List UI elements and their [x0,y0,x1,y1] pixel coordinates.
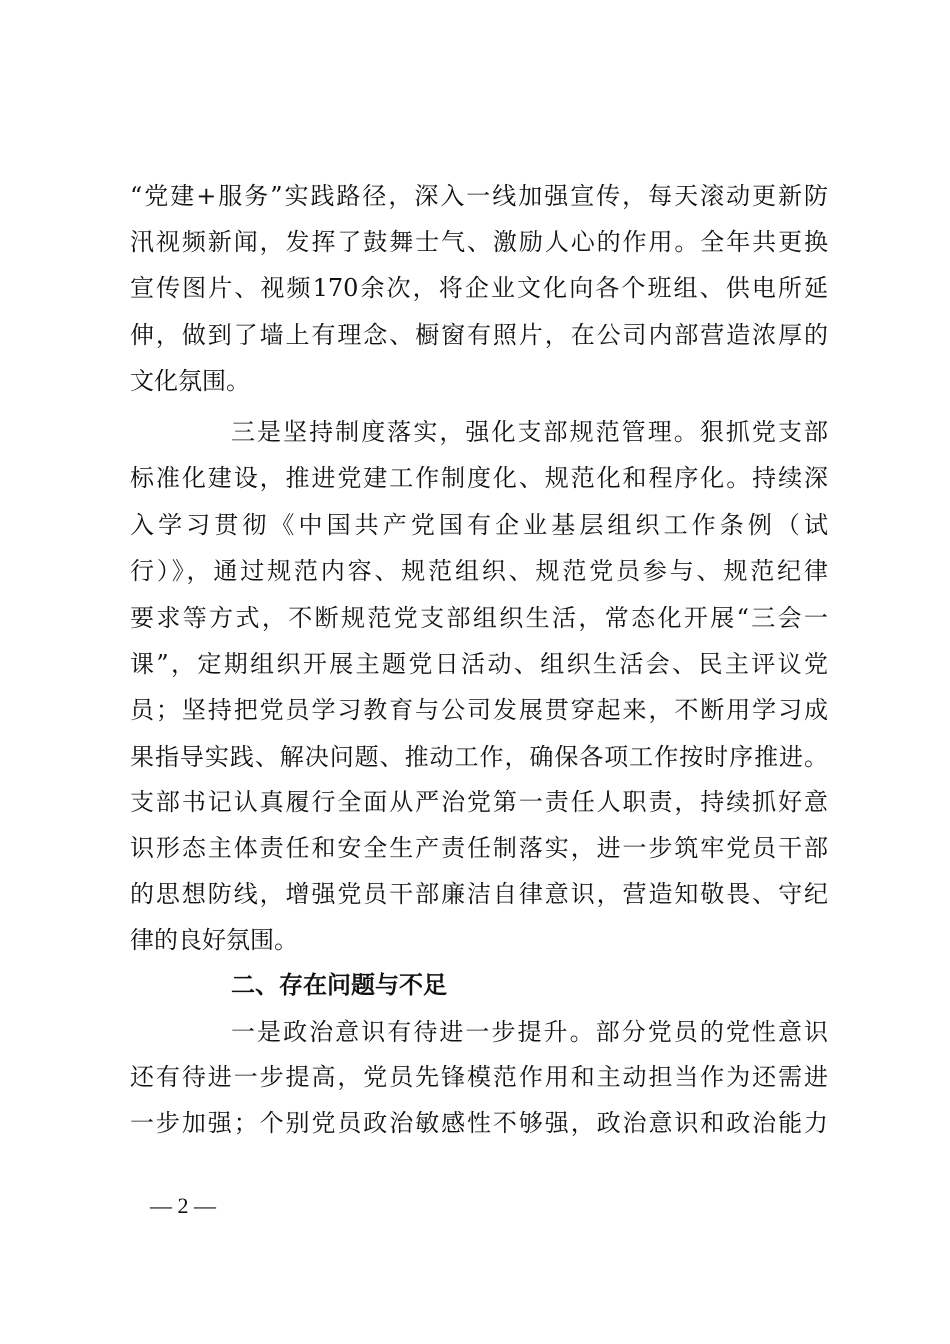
body-text-line: 伸，做到了墙上有理念、橱窗有照片，在公司内部营造浓厚的 [130,321,828,349]
body-text-line: 律的良好氛围。 [130,926,298,954]
body-text-line: 汛视频新闻，发挥了鼓舞士气、激励人心的作用。全年共更换 [130,228,828,256]
body-text-line: 宣传图片、视频170余次，将企业文化向各个班组、供电所延 [130,274,828,302]
body-text-line: 行）》，通过规范内容、规范组织、规范党员参与、规范纪律 [130,557,828,585]
body-text-line: 还有待进一步提高，党员先锋模范作用和主动担当作为还需进 [130,1063,828,1091]
body-text-line: 课”，定期组织开展主题党日活动、组织生活会、民主评议党 [130,650,828,678]
page-number: — 2 — [150,1193,216,1218]
paragraph-first-line: 一是政治意识有待进一步提升。部分党员的党性意识 [231,1018,828,1046]
body-text-line: 一步加强；个别党员政治敏感性不够强，政治意识和政治能力 [130,1109,828,1137]
paragraph-first-line: 三是坚持制度落实，强化支部规范管理。狠抓党支部 [231,418,828,446]
body-text-line: 标准化建设，推进党建工作制度化、规范化和程序化。持续深 [130,464,828,492]
body-text-line: 文化氛围。 [130,367,250,395]
body-text-line: 的思想防线，增强党员干部廉洁自律意识，营造知敬畏、守纪 [130,880,828,908]
body-text-line: 员；坚持把党员学习教育与公司发展贯穿起来，不断用学习成 [130,696,828,724]
section-heading: 二、存在问题与不足 [231,971,447,999]
body-text-line: “党建+服务”实践路径，深入一线加强宣传，每天滚动更新防 [130,182,828,210]
body-text-line: 识形态主体责任和安全生产责任制落实，进一步筑牢党员干部 [130,834,828,862]
body-text-line: 果指导实践、解决问题、推动工作，确保各项工作按时序推进。 [130,743,828,771]
body-text-line: 支部书记认真履行全面从严治党第一责任人职责，持续抓好意 [130,788,828,816]
body-text-line: 要求等方式，不断规范党支部组织生活，常态化开展“三会一 [130,604,828,632]
body-text-line: 入学习贯彻《中国共产党国有企业基层组织工作条例（试 [130,511,828,539]
